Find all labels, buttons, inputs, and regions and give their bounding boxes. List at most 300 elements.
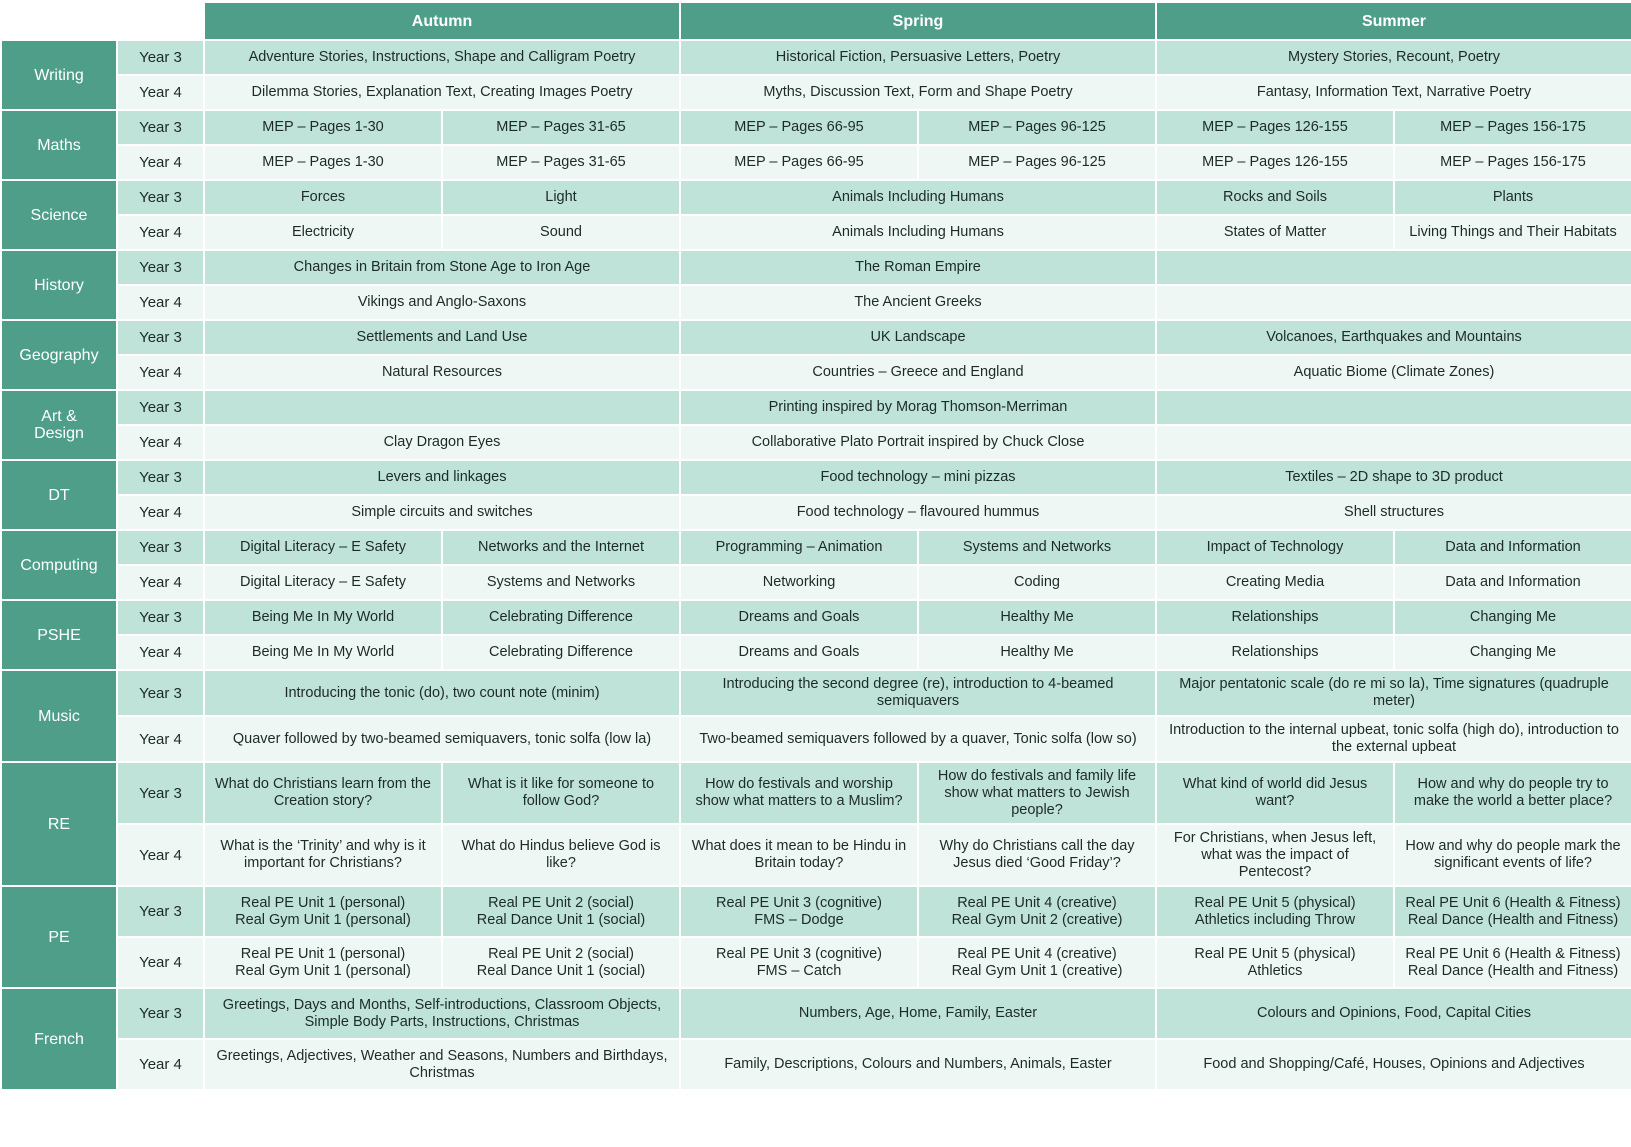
topic-cell-text: How do festivals and worship show what matters to a Muslim? — [695, 776, 903, 809]
topic-cell-text: Myths, Discussion Text, Form and Shape Poetry — [763, 84, 1073, 100]
topic-cell — [1395, 887, 1631, 936]
topic-cell — [1395, 531, 1631, 564]
topic-cell — [1157, 41, 1631, 74]
topic-cell-text: Adventure Stories, Instructions, Shape and Calligram Poetry — [248, 49, 636, 65]
topic-cell-text: Levers and linkages — [377, 469, 507, 485]
subject-label-science — [2, 181, 116, 249]
topic-cell — [205, 825, 441, 885]
topic-cell-text: Real PE Unit 4 (creative) Real Gym Unit 1 (creative) — [951, 945, 1123, 979]
topic-cell — [1157, 426, 1631, 459]
year-label-text: Year 4 — [139, 364, 182, 381]
year-label-text: Year 4 — [139, 294, 182, 311]
topic-cell-text: What is it like for someone to follow God? — [467, 776, 655, 809]
year-label — [118, 496, 203, 529]
topic-cell — [205, 251, 679, 284]
year-label-text: Year 3 — [139, 259, 182, 276]
topic-cell-text: Settlements and Land Use — [356, 329, 528, 345]
topic-cell — [681, 111, 917, 144]
topic-cell — [205, 1040, 679, 1089]
topic-cell-text: Electricity — [291, 224, 355, 240]
topic-cell-text: Food technology – flavoured hummus — [796, 504, 1040, 520]
topic-cell-text: The Ancient Greeks — [854, 294, 982, 310]
topic-cell — [919, 938, 1155, 987]
topic-cell-text: Networking — [762, 574, 836, 590]
topic-cell-text: Food technology – mini pizzas — [820, 469, 1016, 485]
year-label-text: Year 3 — [139, 329, 182, 346]
year-label — [118, 181, 203, 214]
subject-label-computing-text: Computing — [20, 556, 98, 574]
year-label-text: Year 3 — [139, 609, 182, 626]
topic-cell — [1157, 887, 1393, 936]
season-header-summer — [1157, 3, 1631, 39]
subject-label-re-text: RE — [47, 815, 71, 833]
topic-cell — [681, 461, 1155, 494]
topic-cell-text: Major pentatonic scale (do re mi so la), Time signatures (quadruple meter) — [1179, 676, 1609, 709]
subject-label-dt — [2, 461, 116, 529]
topic-cell-text: Greetings, Days and Months, Self-introductions, Classroom Objects, Simple Body Parts, Instructions, Christmas — [222, 996, 662, 1030]
topic-cell-text: Introducing the second degree (re), introduction to 4-beamed semiquavers — [722, 676, 1114, 709]
topic-cell-text: What kind of world did Jesus want? — [1182, 776, 1368, 809]
topic-cell — [1157, 717, 1631, 761]
year-label — [118, 717, 203, 761]
topic-cell — [1157, 76, 1631, 109]
subject-label-dt-text: DT — [48, 486, 70, 504]
year-label — [118, 426, 203, 459]
topic-cell-text: Why do Christians call the day Jesus died ‘Good Friday’? — [939, 838, 1135, 871]
topic-cell — [1157, 763, 1393, 823]
year-label — [118, 989, 203, 1038]
topic-cell — [919, 566, 1155, 599]
topic-cell-text: Collaborative Plato Portrait inspired by Chuck Close — [751, 434, 1085, 450]
year-label-text: Year 3 — [139, 1005, 182, 1022]
topic-cell-text: Changing Me — [1469, 644, 1557, 660]
topic-cell-text: Real PE Unit 1 (personal) Real Gym Unit 1 (personal) — [235, 945, 411, 979]
topic-cell-text: Real PE Unit 4 (creative) Real Gym Unit 2 (creative) — [951, 894, 1123, 928]
topic-cell — [1395, 216, 1631, 249]
topic-cell — [681, 671, 1155, 715]
topic-cell — [681, 391, 1155, 424]
subject-label-pshe-text: PSHE — [37, 626, 81, 644]
subject-label-pe — [2, 887, 116, 987]
topic-cell — [205, 356, 679, 389]
season-header-spring — [681, 3, 1155, 39]
topic-cell — [205, 391, 679, 424]
topic-cell-text: Light — [545, 189, 577, 205]
topic-cell-text: Healthy Me — [1000, 609, 1074, 625]
topic-cell — [1395, 601, 1631, 634]
topic-cell-text: States of Matter — [1223, 224, 1327, 240]
topic-cell-text: Creating Media — [1225, 574, 1325, 590]
year-label-text: Year 3 — [139, 49, 182, 66]
topic-cell-text: MEP – Pages 1-30 — [262, 154, 384, 170]
year-label — [118, 1040, 203, 1089]
topic-cell-text: MEP – Pages 156-175 — [1440, 119, 1586, 135]
topic-cell — [1395, 763, 1631, 823]
topic-cell-text: Real PE Unit 3 (cognitive) FMS – Dodge — [715, 894, 882, 928]
topic-cell — [443, 938, 679, 987]
topic-cell-text: Real PE Unit 3 (cognitive) FMS – Catch — [715, 945, 882, 979]
topic-cell — [205, 601, 441, 634]
topic-cell-text: Historical Fiction, Persuasive Letters, Poetry — [775, 49, 1061, 65]
topic-cell-text: Sound — [540, 224, 582, 240]
topic-cell — [443, 146, 679, 179]
topic-cell — [1157, 1040, 1631, 1089]
topic-cell — [919, 636, 1155, 669]
topic-cell — [1157, 111, 1393, 144]
topic-cell-text: How and why do people try to make the world a better place? — [1413, 776, 1613, 809]
topic-cell — [205, 989, 679, 1038]
topic-cell — [205, 286, 679, 319]
subject-label-maths — [2, 111, 116, 179]
topic-cell-text: MEP – Pages 156-175 — [1440, 154, 1586, 170]
topic-cell — [443, 531, 679, 564]
year-label — [118, 566, 203, 599]
year-label-text: Year 3 — [139, 119, 182, 136]
topic-cell — [1157, 461, 1631, 494]
subject-label-pshe — [2, 601, 116, 669]
topic-cell-text: What do Hindus believe God is like? — [461, 838, 661, 871]
topic-cell-text: Real PE Unit 5 (physical) Athletics — [1194, 945, 1356, 979]
topic-cell — [1395, 566, 1631, 599]
topic-cell — [1157, 989, 1631, 1038]
year-label-text: Year 4 — [139, 1056, 182, 1073]
topic-cell — [1157, 356, 1631, 389]
topic-cell — [1157, 146, 1393, 179]
topic-cell-text: Forces — [300, 189, 346, 205]
topic-cell — [919, 825, 1155, 885]
topic-cell-text: MEP – Pages 66-95 — [734, 119, 864, 135]
topic-cell-text: Being Me In My World — [251, 609, 395, 625]
topic-cell — [1395, 636, 1631, 669]
topic-cell — [205, 76, 679, 109]
topic-cell-text: Real PE Unit 6 (Health & Fitness) Real Dance (Health and Fitness) — [1405, 945, 1621, 979]
topic-cell-text: How and why do people mark the significant events of life? — [1405, 838, 1621, 871]
topic-cell-text: MEP – Pages 31-65 — [496, 154, 626, 170]
topic-cell — [443, 181, 679, 214]
topic-cell-text: Dreams and Goals — [738, 609, 860, 625]
topic-cell — [205, 717, 679, 761]
topic-cell — [1157, 251, 1631, 284]
topic-cell-text: Real PE Unit 2 (social) Real Dance Unit 1 (social) — [476, 894, 646, 928]
topic-cell — [681, 426, 1155, 459]
topic-cell — [681, 636, 917, 669]
subject-label-music — [2, 671, 116, 761]
year-label-text: Year 3 — [139, 684, 182, 702]
topic-cell-text: MEP – Pages 126-155 — [1202, 119, 1348, 135]
topic-cell-text: Numbers, Age, Home, Family, Easter — [798, 1005, 1038, 1021]
subject-label-computing — [2, 531, 116, 599]
topic-cell-text: Healthy Me — [1000, 644, 1074, 660]
year-label-text: Year 4 — [139, 154, 182, 171]
topic-cell — [681, 496, 1155, 529]
topic-cell — [681, 321, 1155, 354]
topic-cell-text: What do Christians learn from the Creation story? — [215, 776, 431, 809]
topic-cell-text: Greetings, Adjectives, Weather and Seasons, Numbers and Birthdays, Christmas — [216, 1047, 668, 1081]
topic-cell-text: Quaver followed by two-beamed semiquavers, tonic solfa (low la) — [232, 730, 652, 747]
topic-cell-text: Dreams and Goals — [738, 644, 860, 660]
topic-cell — [919, 531, 1155, 564]
topic-cell-text: Introducing the tonic (do), two count note (minim) — [284, 684, 600, 701]
year-label — [118, 321, 203, 354]
year-label — [118, 391, 203, 424]
topic-cell — [205, 671, 679, 715]
topic-cell-text: Fantasy, Information Text, Narrative Poetry — [1256, 84, 1532, 100]
topic-cell-text: Vikings and Anglo-Saxons — [357, 294, 527, 310]
topic-cell — [1157, 601, 1393, 634]
topic-cell — [443, 216, 679, 249]
topic-cell-text: How do festivals and family life show what matters to Jewish people? — [937, 767, 1137, 818]
topic-cell-text: Changes in Britain from Stone Age to Iron Age — [293, 259, 591, 275]
topic-cell-text: Being Me In My World — [251, 644, 395, 660]
topic-cell-text: Printing inspired by Morag Thomson-Merriman — [768, 399, 1068, 415]
topic-cell-text: Relationships — [1231, 609, 1319, 625]
topic-cell-text: Digital Literacy – E Safety — [239, 574, 407, 590]
topic-cell — [205, 321, 679, 354]
year-label — [118, 601, 203, 634]
subject-label-maths-text: Maths — [37, 136, 81, 154]
subject-label-re — [2, 763, 116, 885]
topic-cell — [1157, 636, 1393, 669]
topic-cell-text: Family, Descriptions, Colours and Numbers, Animals, Easter — [724, 1056, 1112, 1072]
topic-cell-text: Introduction to the internal upbeat, tonic solfa (high do), introduction to the external upbeat — [1169, 722, 1619, 755]
year-label — [118, 531, 203, 564]
topic-cell-text: Colours and Opinions, Food, Capital Cities — [1256, 1005, 1532, 1021]
topic-cell-text: MEP – Pages 66-95 — [734, 154, 864, 170]
topic-cell-text: Celebrating Difference — [488, 644, 633, 660]
year-label — [118, 356, 203, 389]
year-label-text: Year 4 — [139, 644, 182, 661]
subject-label-history — [2, 251, 116, 319]
topic-cell — [1157, 216, 1393, 249]
topic-cell-text: The Roman Empire — [855, 259, 981, 275]
topic-cell-text: Celebrating Difference — [488, 609, 633, 625]
topic-cell-text: MEP – Pages 96-125 — [968, 154, 1106, 170]
subject-label-art-design — [2, 391, 116, 459]
topic-cell — [205, 636, 441, 669]
topic-cell — [1157, 181, 1393, 214]
topic-cell-text: Real PE Unit 2 (social) Real Dance Unit 1 (social) — [476, 945, 646, 979]
topic-cell-text: Volcanoes, Earthquakes and Mountains — [1266, 329, 1522, 345]
topic-cell — [443, 601, 679, 634]
year-label-text: Year 4 — [139, 84, 182, 101]
topic-cell-text: MEP – Pages 1-30 — [262, 119, 384, 135]
topic-cell — [443, 825, 679, 885]
topic-cell-text: Systems and Networks — [486, 574, 636, 590]
year-label — [118, 216, 203, 249]
topic-cell — [681, 601, 917, 634]
topic-cell-text: Real PE Unit 6 (Health & Fitness) Real Dance (Health and Fitness) — [1405, 894, 1621, 928]
topic-cell — [1157, 938, 1393, 987]
topic-cell — [681, 216, 1155, 249]
topic-cell — [205, 111, 441, 144]
year-label — [118, 461, 203, 494]
topic-cell — [205, 146, 441, 179]
topic-cell — [205, 496, 679, 529]
year-label-text: Year 3 — [139, 539, 182, 556]
topic-cell — [919, 763, 1155, 823]
topic-cell-text: UK Landscape — [870, 329, 966, 345]
topic-cell — [681, 251, 1155, 284]
subject-label-french-text: French — [34, 1030, 84, 1048]
topic-cell — [1157, 531, 1393, 564]
topic-cell — [205, 461, 679, 494]
subject-label-french — [2, 989, 116, 1089]
topic-cell — [1395, 938, 1631, 987]
topic-cell-text: What does it mean to be Hindu in Britain today? — [691, 838, 907, 871]
topic-cell — [443, 636, 679, 669]
topic-cell-text: Food and Shopping/Café, Houses, Opinions and Adjectives — [1203, 1056, 1585, 1072]
topic-cell-text: Shell structures — [1344, 504, 1444, 520]
topic-cell-text: Real PE Unit 5 (physical) Athletics including Throw — [1194, 894, 1356, 928]
topic-cell-text: Digital Literacy – E Safety — [239, 539, 407, 555]
year-label-text: Year 4 — [139, 574, 182, 591]
season-header-autumn-text: Autumn — [411, 12, 473, 30]
topic-cell — [1157, 391, 1631, 424]
topic-cell — [205, 887, 441, 936]
topic-cell — [681, 825, 917, 885]
topic-cell — [443, 763, 679, 823]
topic-cell — [443, 887, 679, 936]
season-header-spring-text: Spring — [892, 12, 944, 30]
year-label — [118, 938, 203, 987]
topic-cell-text: Data and Information — [1445, 539, 1581, 555]
topic-cell-text: Living Things and Their Habitats — [1409, 224, 1617, 240]
year-label-text: Year 4 — [139, 504, 182, 521]
season-header-summer-text: Summer — [1361, 12, 1427, 30]
topic-cell — [681, 717, 1155, 761]
topic-cell — [681, 181, 1155, 214]
year-label — [118, 146, 203, 179]
topic-cell — [205, 531, 441, 564]
subject-label-history-text: History — [34, 276, 84, 294]
topic-cell-text: Data and Information — [1445, 574, 1581, 590]
year-label-text: Year 3 — [139, 903, 182, 920]
topic-cell — [681, 41, 1155, 74]
topic-cell — [1395, 146, 1631, 179]
year-label — [118, 671, 203, 715]
topic-cell-text: Plants — [1492, 189, 1534, 205]
topic-cell — [681, 76, 1155, 109]
topic-cell-text: Programming – Animation — [715, 539, 883, 555]
topic-cell — [919, 111, 1155, 144]
topic-cell — [681, 763, 917, 823]
topic-cell — [1157, 671, 1631, 715]
topic-cell — [681, 566, 917, 599]
subject-label-geography — [2, 321, 116, 389]
topic-cell-text: Impact of Technology — [1206, 539, 1344, 555]
year-label — [118, 251, 203, 284]
topic-cell — [443, 566, 679, 599]
topic-cell-text: Aquatic Biome (Climate Zones) — [1293, 364, 1495, 380]
topic-cell-text: Simple circuits and switches — [351, 504, 533, 520]
topic-cell-text: Countries – Greece and England — [812, 364, 1024, 380]
topic-cell-text: Systems and Networks — [962, 539, 1112, 555]
topic-cell — [205, 938, 441, 987]
year-label — [118, 111, 203, 144]
topic-cell-text: Natural Resources — [381, 364, 503, 380]
topic-cell — [1157, 825, 1393, 885]
topic-cell — [1157, 496, 1631, 529]
year-label — [118, 825, 203, 885]
topic-cell — [205, 763, 441, 823]
year-label-text: Year 3 — [139, 399, 182, 416]
topic-cell — [1395, 111, 1631, 144]
year-label-text: Year 4 — [139, 224, 182, 241]
topic-cell — [919, 887, 1155, 936]
topic-cell — [1395, 825, 1631, 885]
topic-cell — [919, 601, 1155, 634]
topic-cell — [1395, 181, 1631, 214]
topic-cell-text: Relationships — [1231, 644, 1319, 660]
topic-cell — [205, 216, 441, 249]
year-label-text: Year 4 — [139, 846, 182, 864]
topic-cell-text: Mystery Stories, Recount, Poetry — [1288, 49, 1500, 65]
year-label-text: Year 3 — [139, 784, 182, 802]
subject-label-science-text: Science — [30, 206, 88, 224]
topic-cell-text: Networks and the Internet — [477, 539, 645, 555]
topic-cell-text: What is the ‘Trinity’ and why is it important for Christians? — [220, 838, 426, 871]
subject-label-art-design-text: Art & Design — [34, 408, 84, 442]
topic-cell-text: Rocks and Soils — [1223, 189, 1327, 205]
topic-cell — [681, 146, 917, 179]
topic-cell-text: Clay Dragon Eyes — [383, 434, 501, 450]
topic-cell — [919, 146, 1155, 179]
topic-cell — [681, 356, 1155, 389]
topic-cell-text: Changing Me — [1469, 609, 1557, 625]
subject-label-music-text: Music — [38, 707, 80, 725]
topic-cell — [205, 426, 679, 459]
year-label — [118, 887, 203, 936]
topic-cell — [681, 286, 1155, 319]
topic-cell — [681, 887, 917, 936]
year-label-text: Year 4 — [139, 954, 182, 971]
topic-cell-text: Real PE Unit 1 (personal) Real Gym Unit 1 (personal) — [235, 894, 411, 928]
year-label — [118, 41, 203, 74]
year-label-text: Year 4 — [139, 730, 182, 748]
topic-cell-text: Two-beamed semiquavers followed by a quaver, Tonic solfa (low so) — [699, 730, 1137, 747]
year-label — [118, 76, 203, 109]
season-header-autumn — [205, 3, 679, 39]
topic-cell — [1157, 321, 1631, 354]
topic-cell — [681, 938, 917, 987]
year-label — [118, 763, 203, 823]
year-label-text: Year 3 — [139, 469, 182, 486]
topic-cell — [205, 566, 441, 599]
topic-cell-text: MEP – Pages 126-155 — [1202, 154, 1348, 170]
year-label — [118, 286, 203, 319]
topic-cell-text: Animals Including Humans — [832, 189, 1004, 205]
subject-label-geography-text: Geography — [19, 346, 99, 364]
topic-cell-text: MEP – Pages 31-65 — [496, 119, 626, 135]
topic-cell — [1157, 286, 1631, 319]
topic-cell — [681, 1040, 1155, 1089]
subject-label-writing — [2, 41, 116, 109]
topic-cell-text: For Christians, when Jesus left, what was the impact of Pentecost? — [1173, 829, 1377, 880]
topic-cell-text: MEP – Pages 96-125 — [968, 119, 1106, 135]
topic-cell — [205, 181, 441, 214]
subject-label-pe-text: PE — [48, 928, 70, 946]
topic-cell-text: Textiles – 2D shape to 3D product — [1285, 469, 1503, 485]
topic-cell — [681, 531, 917, 564]
year-label-text: Year 3 — [139, 189, 182, 206]
topic-cell — [681, 989, 1155, 1038]
subject-label-writing-text: Writing — [34, 66, 84, 84]
topic-cell — [443, 111, 679, 144]
topic-cell — [205, 41, 679, 74]
topic-cell-text: Dilemma Stories, Explanation Text, Creating Images Poetry — [251, 84, 633, 100]
year-label-text: Year 4 — [139, 434, 182, 451]
topic-cell — [1157, 566, 1393, 599]
